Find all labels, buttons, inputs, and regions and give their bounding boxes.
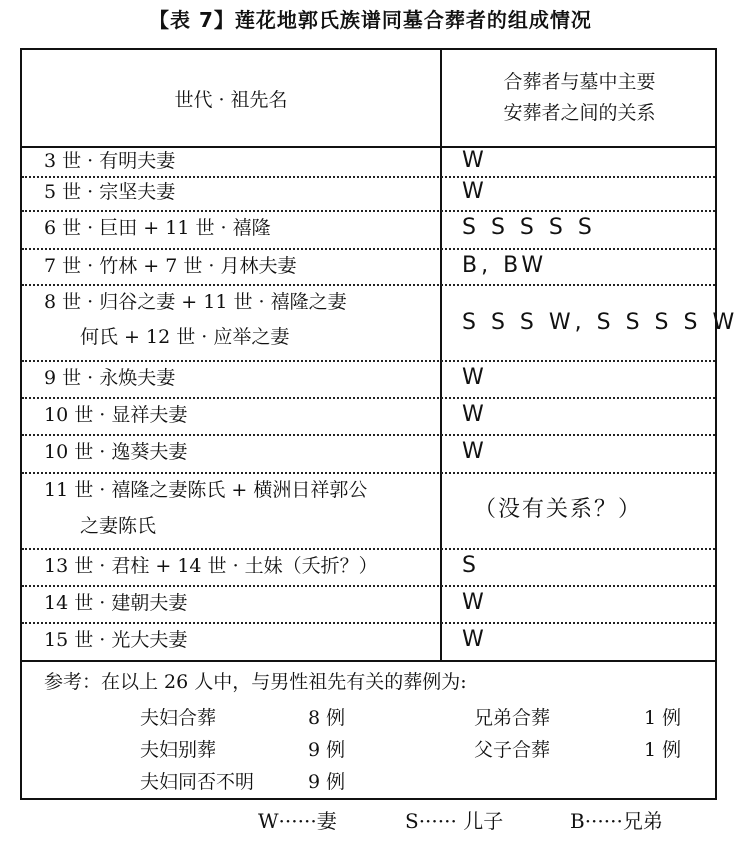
row-name-line1: 8 世 · 归谷之妻 + 11 世 · 禧隆之妻: [44, 291, 347, 313]
header-relation-line1: 合葬者与墓中主要: [503, 71, 656, 93]
row-relation: S S S W, S S S S W: [462, 310, 739, 335]
row-relation: W: [462, 148, 488, 173]
row-divider: [22, 397, 715, 399]
row-relation: W: [462, 365, 488, 390]
row-relation: W: [462, 179, 488, 204]
row-name: 9 世 · 永焕夫妻: [44, 367, 176, 389]
legend-son: S······ 儿子: [405, 809, 504, 833]
note-item-count: 1 例: [644, 739, 682, 761]
note-item-label: 父子合葬: [474, 739, 551, 761]
row-divider: [22, 585, 715, 587]
row-name: 6 世 · 巨田 + 11 世 · 禧隆: [44, 217, 271, 239]
row-relation: W: [462, 627, 488, 652]
row-name-line2: 之妻陈氏: [80, 515, 157, 537]
row-divider: [22, 622, 715, 624]
row-divider: [22, 284, 715, 286]
row-name-line2: 何氏 + 12 世 · 应举之妻: [80, 326, 290, 348]
header-relation: [442, 50, 717, 146]
header-relation-line2: 安葬者之间的关系: [503, 102, 656, 124]
note-separator: [22, 660, 715, 662]
row-relation: S S S S S: [462, 215, 596, 240]
row-name: 13 世 · 君柱 + 14 世 · 土妹（夭折？）: [44, 555, 378, 577]
data-table: [20, 48, 739, 800]
row-name: 7 世 · 竹林 + 7 世 · 月林夫妻: [44, 255, 297, 277]
row-divider: [22, 210, 715, 212]
row-relation: B, BW: [462, 253, 548, 278]
row-name: 10 世 · 显祥夫妻: [44, 404, 188, 426]
row-relation: （没有关系？）: [474, 497, 643, 522]
note-item-label: 夫妇别葬: [140, 739, 217, 761]
row-name: 14 世 · 建朝夫妻: [44, 592, 188, 614]
row-name: 15 世 · 光大夫妻: [44, 629, 188, 651]
note-item-count: 9 例: [308, 739, 346, 761]
row-relation: S: [462, 553, 480, 578]
legend-wife: W······妻: [258, 809, 337, 833]
row-divider: [22, 360, 715, 362]
row-relation: W: [462, 439, 488, 464]
note-item-count: 9 例: [308, 771, 346, 793]
row-divider: [22, 472, 715, 474]
note-item-label: 夫妇合葬: [140, 707, 217, 729]
note-intro: 参考：在以上 26 人中，与男性祖先有关的葬例为:: [44, 671, 467, 693]
row-name: 10 世 · 逸葵夫妻: [44, 441, 188, 463]
note-item-label: 兄弟合葬: [474, 707, 551, 729]
row-name: 3 世 · 有明夫妻: [44, 150, 176, 172]
row-divider: [22, 548, 715, 550]
row-relation: W: [462, 590, 488, 615]
note-item-count: 1 例: [644, 707, 682, 729]
row-name-line1: 11 世 · 禧隆之妻陈氏 + 横洲日祥郭公: [44, 479, 368, 501]
row-divider: [22, 434, 715, 436]
header-generation-name: 世代 · 祖先名: [174, 88, 288, 111]
row-relation: W: [462, 402, 488, 427]
row-divider: [22, 248, 715, 250]
legend-brother: B······兄弟: [570, 809, 663, 833]
row-name: 5 世 · 宗坚夫妻: [44, 181, 176, 203]
note-item-label: 夫妇同否不明: [140, 771, 255, 793]
note-item-count: 8 例: [308, 707, 346, 729]
table-title: 【表 7】莲花地郭氏族谱同墓合葬者的组成情况: [149, 8, 592, 32]
